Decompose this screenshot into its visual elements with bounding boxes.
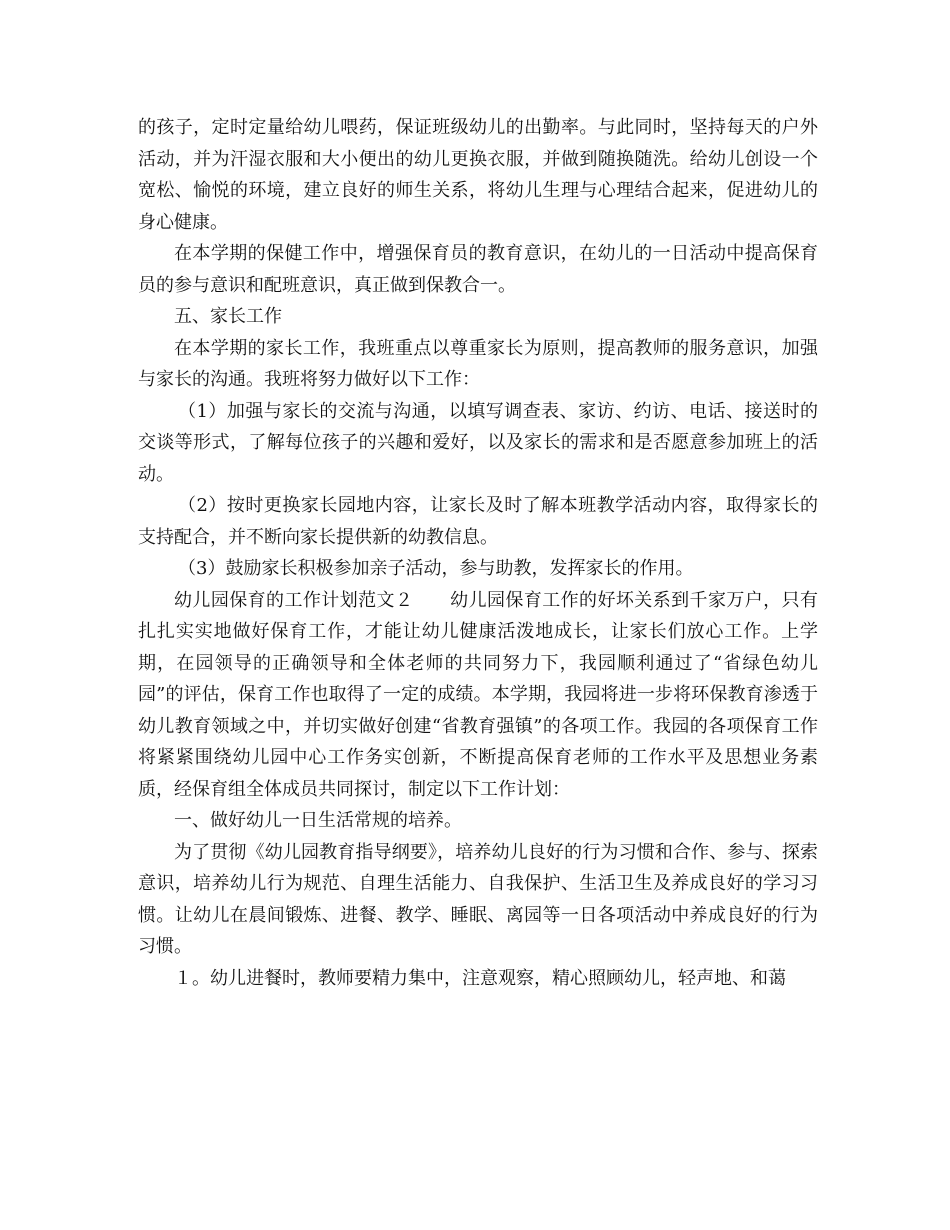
paragraph-sample-two-intro: 幼儿园保育的工作计划范文２ 幼儿园保育工作的好坏关系到千家万户，只有扎扎实实地做好保育工作，才能让幼儿健康活泼地成长，让家长们放心工作。上学期，在园领导的正确领导和全体老师的共同努力下，我园顺利通过了“省绿色幼儿园”的评估，保育工作也取得了一定的成绩。本学期，我园将进一步将环保教育渗透于幼儿教育领域之中，并切实做好创建“省教育强镇”的各项工作。我园的各项保育工作将紧紧围绕幼儿园中心工作务实创新，不断提高保育老师的工作水平及思想业务素质，经保育组全体成员共同探讨，制定以下工作计划： xyxy=(138,589,818,800)
paragraph-daily-routine: 为了贯彻《幼儿园教育指导纲要》，培养幼儿良好的行为习惯和合作、参与、探索意识，培养幼儿行为规范、自理生活能力、自我保护、生活卫生及养成良好的学习习惯。让幼儿在晨间锻炼、进餐、教学、睡眠、离园等一日各项活动中养成良好的行为习惯。 xyxy=(138,841,818,957)
paragraph-parent-work-intro: 在本学期的家长工作，我班重点以尊重家长为原则，提高教师的服务意识，加强与家长的沟通。我班将努力做好以下工作： xyxy=(138,337,818,390)
list-item-meal-time: １。幼儿进餐时，教师要精力集中，注意观察，精心照顾幼儿，轻声地、和蔼 xyxy=(174,967,786,989)
paragraph-health-care-continued: 的孩子，定时定量给幼儿喂药，保证班级幼儿的出勤率。与此同时，坚持每天的户外活动，并为汗湿衣服和大小便出的幼儿更换衣服，并做到随换随洗。给幼儿创设一个宽松、愉悦的环境，建立良好的师生关系，将幼儿生理与心理结合起来，促进幼儿的身心健康。 xyxy=(138,117,818,233)
document-body xyxy=(138,112,818,994)
section-heading-parent-work: 五、家长工作 xyxy=(174,306,282,327)
list-item-parent-garden: （2）按时更换家长园地内容，让家长及时了解本班教学活动内容，取得家长的支持配合，并不断向家长提供新的幼教信息。 xyxy=(138,495,818,548)
list-item-parent-activities: （3）鼓励家长积极参加亲子活动，参与助教，发挥家长的作用。 xyxy=(178,558,694,579)
section-heading-daily-routine: 一、做好幼儿一日生活常规的培养。 xyxy=(174,810,462,831)
paragraph-health-work: 在本学期的保健工作中，增强保育员的教育意识，在幼儿的一日活动中提高保育员的参与意识和配班意识，真正做到保教合一。 xyxy=(138,243,818,296)
list-item-parent-communication: （1）加强与家长的交流与沟通，以填写调查表、家访、约访、电话、接送时的交谈等形式，了解每位孩子的兴趣和爱好，以及家长的需求和是否愿意参加班上的活动。 xyxy=(138,400,818,485)
